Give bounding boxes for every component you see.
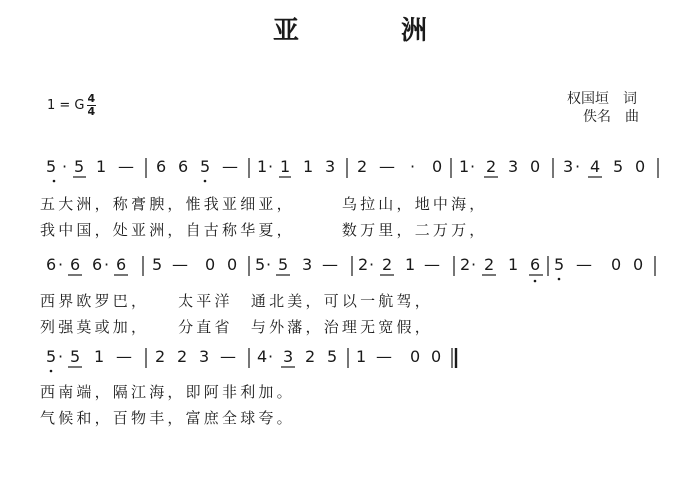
time-numerator: 4: [87, 92, 96, 105]
note: ·: [470, 157, 476, 176]
note: 0: [611, 255, 622, 274]
note: 3: [563, 157, 574, 176]
note: 5: [74, 157, 85, 176]
note: ·: [369, 255, 375, 274]
note: 1: [94, 347, 105, 366]
note: 5: [554, 255, 565, 274]
note: —: [172, 255, 188, 274]
note: 5: [613, 157, 624, 176]
note: 4: [590, 157, 601, 176]
note: ·: [58, 255, 64, 274]
note: 2: [486, 157, 497, 176]
note: —: [118, 157, 134, 176]
note: 2: [357, 157, 368, 176]
note: 5: [278, 255, 289, 274]
note: 3: [283, 347, 294, 366]
lyric-line-2a: 西界欧罗巴， 太平洋 通北美，可以一航驾，: [40, 292, 433, 310]
note: 3: [199, 347, 210, 366]
note: 2: [177, 347, 188, 366]
lyric-line-2b: 列强莫或加， 分直省 与外藩，治理无宽假，: [40, 318, 433, 336]
lyric-line-3b: 气候和，百物丰，富庶全球夸。: [40, 409, 295, 427]
note: ·: [104, 255, 110, 274]
note: ·: [410, 157, 416, 176]
note: ·: [575, 157, 581, 176]
note: ·: [58, 347, 64, 366]
note: 5: [152, 255, 163, 274]
note: 0: [635, 157, 646, 176]
note: —: [116, 347, 132, 366]
notation-line-2: [46, 255, 655, 282]
note: 6: [156, 157, 167, 176]
note: ·: [268, 347, 274, 366]
note: 2: [358, 255, 369, 274]
note: —: [379, 157, 395, 176]
note: 6: [46, 255, 57, 274]
note: 5: [255, 255, 266, 274]
note: 1: [257, 157, 268, 176]
note: 4: [257, 347, 268, 366]
note: 2: [484, 255, 495, 274]
note: 1: [96, 157, 107, 176]
note: 1: [303, 157, 314, 176]
note: 2: [305, 347, 316, 366]
note: 0: [633, 255, 644, 274]
note: ·: [268, 157, 274, 176]
note: 6: [70, 255, 81, 274]
note: 6: [178, 157, 189, 176]
note: —: [220, 347, 236, 366]
lyricist-credit: 权国垣 词: [567, 91, 637, 107]
note: 6: [116, 255, 127, 274]
note: 5: [46, 347, 57, 366]
note: 3: [302, 255, 313, 274]
note: —: [376, 347, 392, 366]
note: 1: [280, 157, 291, 176]
note: 0: [431, 347, 442, 366]
note: 1: [405, 255, 416, 274]
note: 0: [530, 157, 541, 176]
note: ·: [471, 255, 477, 274]
note: 2: [460, 255, 471, 274]
note: ·: [62, 157, 68, 176]
time-denominator: 4: [87, 105, 96, 118]
note: 1: [459, 157, 470, 176]
note: 2: [382, 255, 393, 274]
note: 5: [327, 347, 338, 366]
note: 1: [356, 347, 367, 366]
note: —: [424, 255, 440, 274]
note: 5: [46, 157, 57, 176]
song-title: 亚 洲: [272, 16, 465, 46]
note: 5: [200, 157, 211, 176]
note: 5: [70, 347, 81, 366]
note: 0: [205, 255, 216, 274]
note: 3: [325, 157, 336, 176]
note: 1: [508, 255, 519, 274]
note: 3: [508, 157, 519, 176]
note: 2: [155, 347, 166, 366]
note: 6: [530, 255, 541, 274]
note: —: [322, 255, 338, 274]
notation-line-1: [46, 157, 658, 182]
lyric-line-3a: 西南端，隔江海，即阿非利加。: [40, 383, 295, 401]
notation-line-3: [46, 347, 456, 372]
note: 0: [410, 347, 421, 366]
note: 0: [432, 157, 443, 176]
note: 0: [227, 255, 238, 274]
lyric-line-1b: 我中国，处亚洲，自古称华夏， 数万里，二万万，: [40, 221, 488, 239]
lyric-line-1a: 五大洲，称膏腴，惟我亚细亚， 乌拉山，地中海，: [40, 195, 488, 213]
note: 6: [92, 255, 103, 274]
composer-credit: 佚名 曲: [583, 109, 639, 125]
note: ·: [266, 255, 272, 274]
note: —: [576, 255, 592, 274]
key-label: 1 = G: [47, 98, 85, 113]
note: —: [222, 157, 238, 176]
